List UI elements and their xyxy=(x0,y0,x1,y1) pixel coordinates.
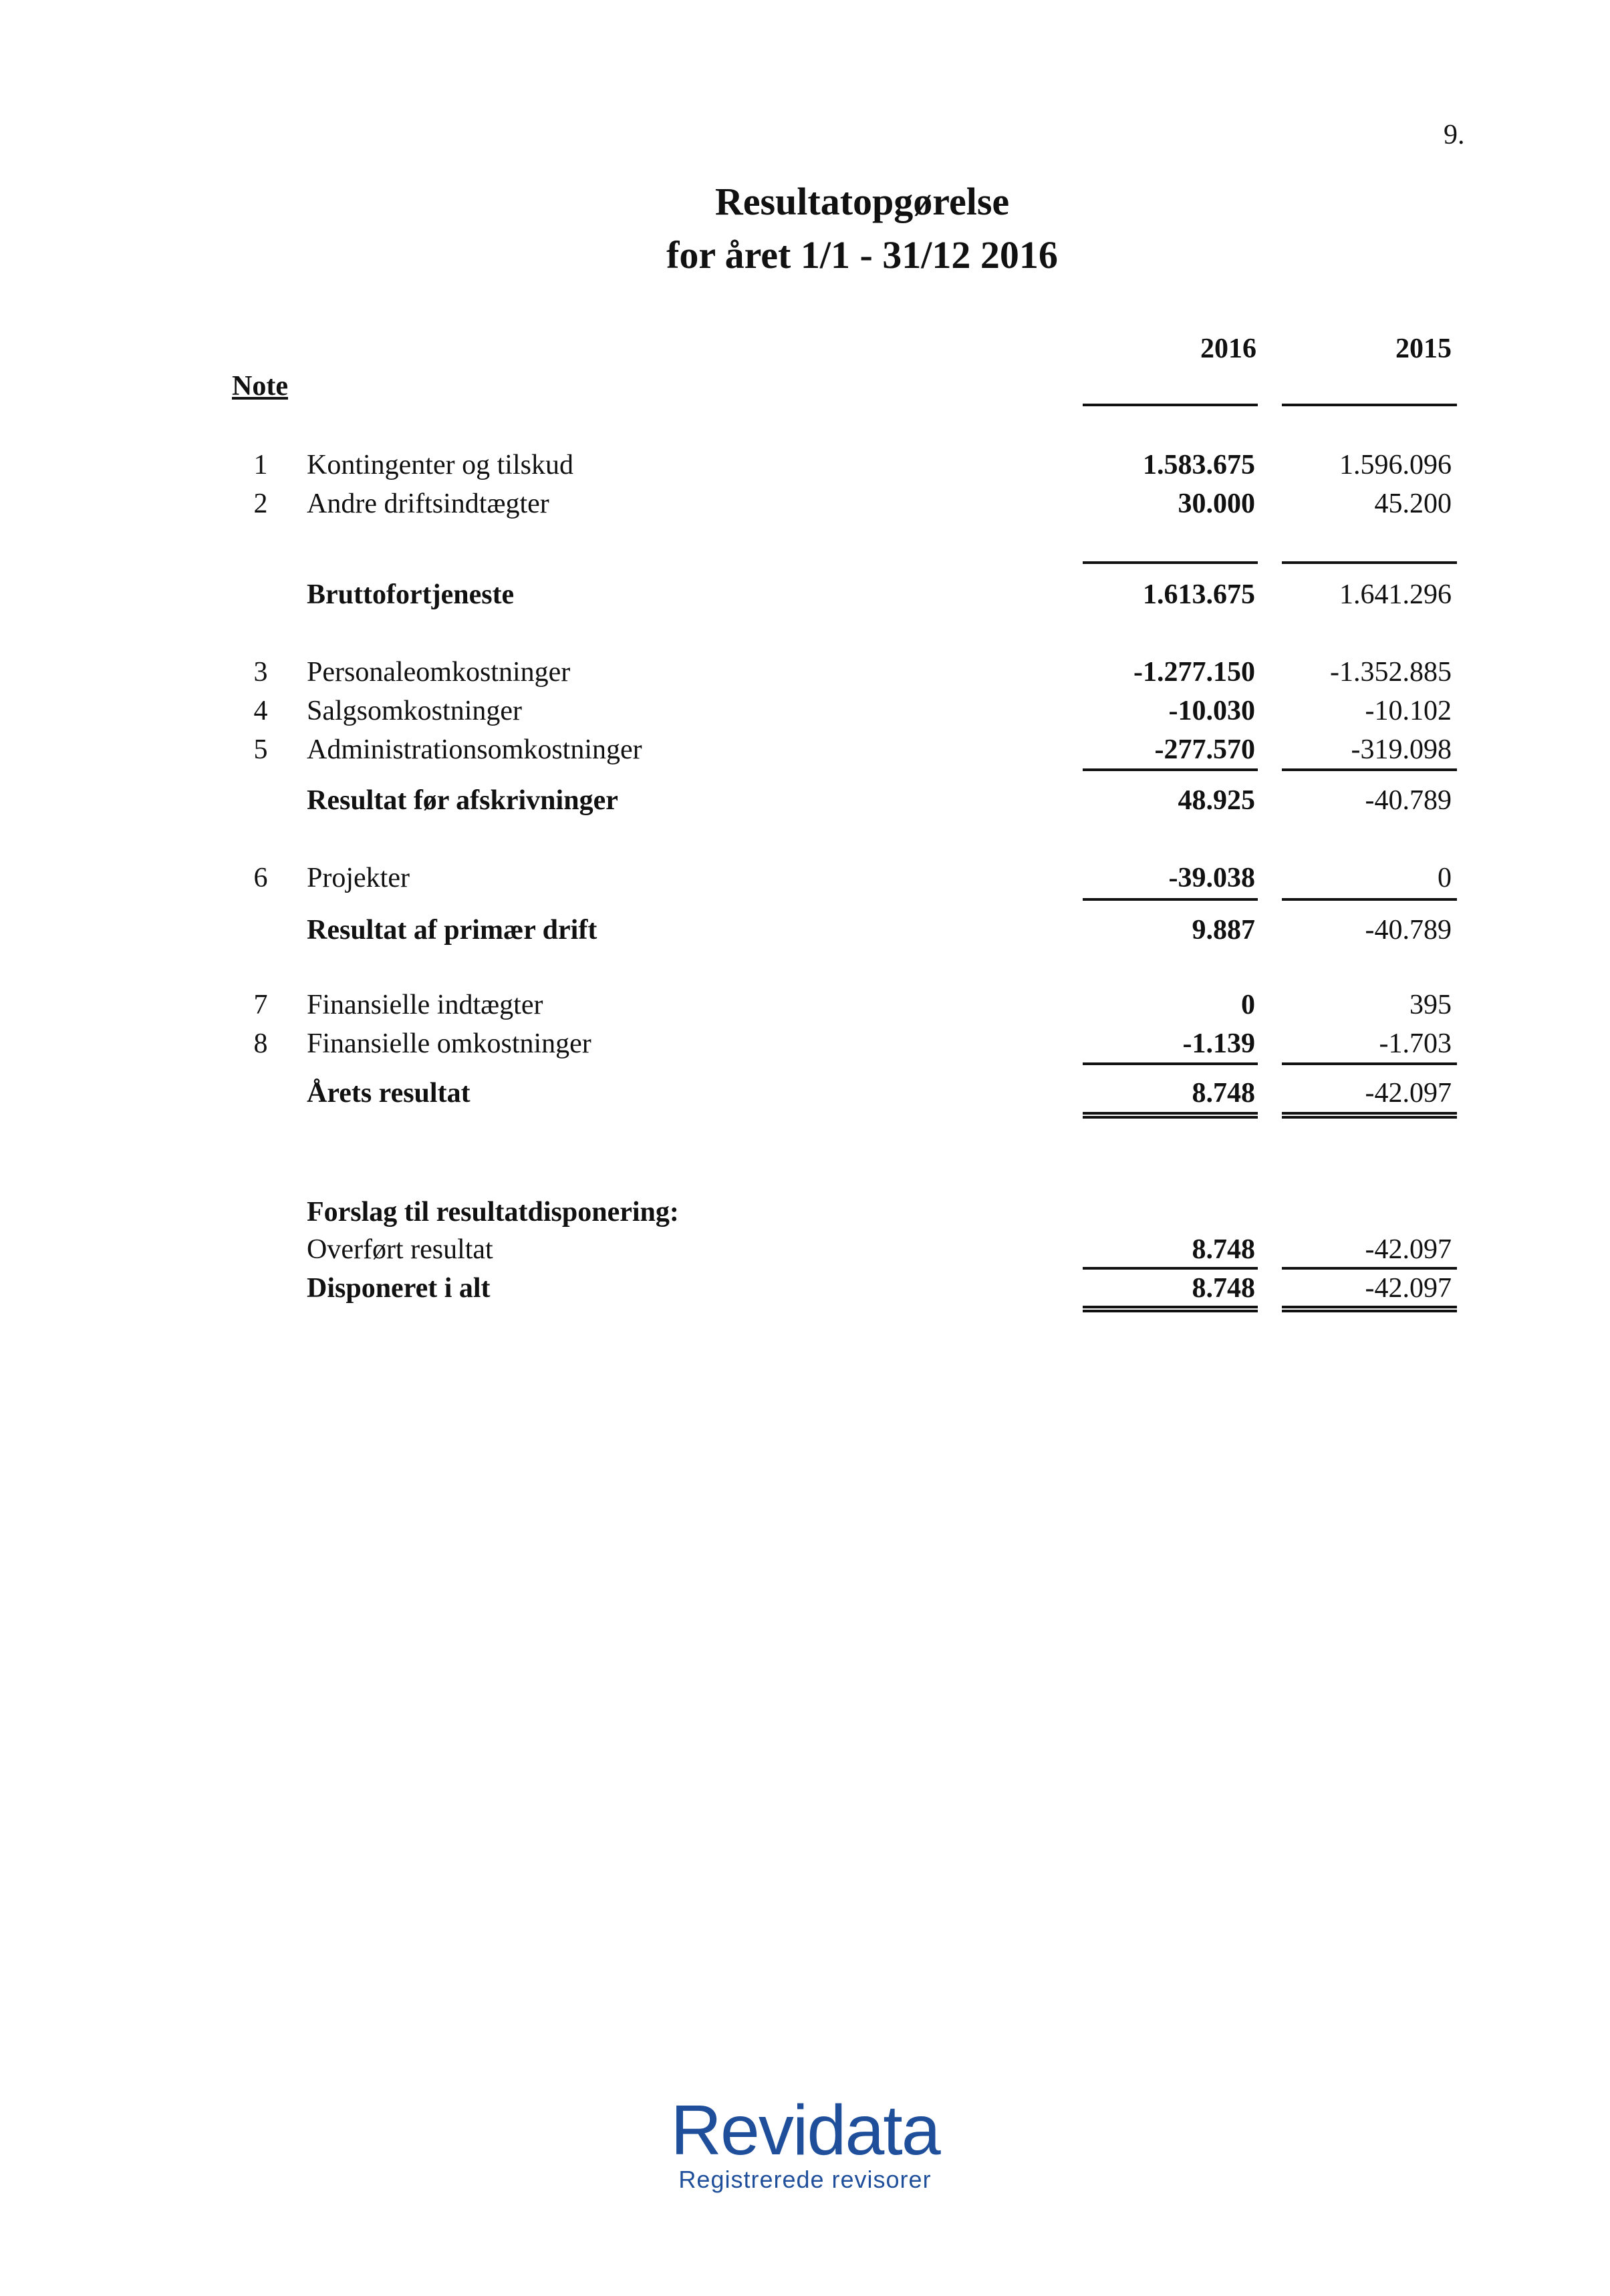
row-label: Årets resultat xyxy=(307,1078,471,1109)
column-header-note: Note xyxy=(232,371,288,402)
page-number: 9. xyxy=(1444,120,1465,150)
value-2015: -1.703 xyxy=(1379,1028,1452,1059)
value-2016: 9.887 xyxy=(1192,915,1255,946)
subtotal-rule-2015 xyxy=(1282,1267,1457,1270)
row-label: Andre driftsindtægter xyxy=(307,488,549,519)
table-row xyxy=(0,449,1610,482)
value-2016: 8.748 xyxy=(1192,1273,1255,1304)
subtotal-rule-2015 xyxy=(1282,561,1457,564)
total-row xyxy=(0,1272,1610,1306)
value-2016: 1.583.675 xyxy=(1143,450,1255,480)
revidata-logo xyxy=(0,2090,1610,2194)
row-label: Projekter xyxy=(307,863,410,893)
value-2015: -10.102 xyxy=(1365,696,1452,726)
subtotal-rule-2015 xyxy=(1282,1062,1457,1065)
value-2016: 48.925 xyxy=(1178,785,1255,816)
value-2015: -42.097 xyxy=(1365,1273,1452,1304)
value-2015: -1.352.885 xyxy=(1330,657,1452,688)
value-2016: -10.030 xyxy=(1168,696,1255,726)
header-rule-2016 xyxy=(1083,404,1258,406)
row-label: Administrationsomkostninger xyxy=(307,734,642,765)
table-row xyxy=(0,734,1610,767)
note-number: 2 xyxy=(253,488,268,519)
value-2015: 45.200 xyxy=(1374,488,1452,519)
total-row xyxy=(0,1077,1610,1111)
row-label: Kontingenter og tilskud xyxy=(307,450,573,480)
value-2015: -42.097 xyxy=(1365,1234,1452,1265)
note-number: 4 xyxy=(253,696,268,726)
value-2015: 1.641.296 xyxy=(1339,579,1452,610)
total-double-rule-2016 xyxy=(1083,1306,1258,1312)
note-number: 1 xyxy=(253,450,268,480)
subtotal-row xyxy=(0,784,1610,818)
value-2015: -40.789 xyxy=(1365,915,1452,946)
value-2016: 0 xyxy=(1241,990,1255,1020)
disposition-heading: Forslag til resultatdisponering: xyxy=(307,1197,679,1228)
column-header-2015: 2015 xyxy=(1395,333,1452,364)
table-row xyxy=(0,695,1610,728)
row-label: Resultat før afskrivninger xyxy=(307,785,618,816)
note-number: 6 xyxy=(253,863,268,893)
note-number: 7 xyxy=(253,990,268,1020)
subtotal-rule-2015 xyxy=(1282,768,1457,771)
value-2015: -40.789 xyxy=(1365,785,1452,816)
table-row xyxy=(0,989,1610,1022)
total-double-rule-2015 xyxy=(1282,1112,1457,1119)
subtotal-rule-2016 xyxy=(1083,1062,1258,1065)
subtotal-rule-2016 xyxy=(1083,1267,1258,1270)
row-label: Finansielle indtægter xyxy=(307,990,543,1020)
logo-brand: Revidata xyxy=(670,2091,940,2170)
table-row xyxy=(0,1028,1610,1061)
document-subtitle: for året 1/1 - 31/12 2016 xyxy=(666,233,1058,277)
value-2015: 1.596.096 xyxy=(1339,450,1452,480)
logo-tagline: Registrerede revisorer xyxy=(678,2166,932,2193)
total-double-rule-2015 xyxy=(1282,1306,1457,1312)
value-2015: 0 xyxy=(1438,863,1452,893)
note-number: 5 xyxy=(253,734,268,765)
subtotal-row xyxy=(0,579,1610,612)
row-label: Bruttofortjeneste xyxy=(307,579,515,610)
table-row xyxy=(0,1234,1610,1267)
row-label: Resultat af primær drift xyxy=(307,915,597,946)
table-row xyxy=(0,862,1610,895)
note-number: 8 xyxy=(253,1028,268,1059)
header-rule-2015 xyxy=(1282,404,1457,406)
value-2016: 8.748 xyxy=(1192,1078,1255,1109)
total-double-rule-2016 xyxy=(1083,1112,1258,1119)
value-2016: 30.000 xyxy=(1178,488,1255,519)
row-label: Personaleomkostninger xyxy=(307,657,571,688)
note-number: 3 xyxy=(253,657,268,688)
table-row xyxy=(0,656,1610,690)
row-label: Salgsomkostninger xyxy=(307,696,522,726)
subtotal-row xyxy=(0,914,1610,948)
value-2016: 1.613.675 xyxy=(1143,579,1255,610)
subtotal-rule-2015 xyxy=(1282,898,1457,901)
value-2015: 395 xyxy=(1410,990,1452,1020)
value-2016: 8.748 xyxy=(1192,1234,1255,1265)
subtotal-rule-2016 xyxy=(1083,768,1258,771)
value-2016: -277.570 xyxy=(1154,734,1255,765)
value-2016: -1.139 xyxy=(1182,1028,1255,1059)
row-label: Overført resultat xyxy=(307,1234,493,1265)
value-2016: -39.038 xyxy=(1168,863,1255,893)
document-title: Resultatopgørelse xyxy=(714,180,1010,223)
row-label: Disponeret i alt xyxy=(307,1273,491,1304)
subtotal-rule-2016 xyxy=(1083,561,1258,564)
column-header-2016: 2016 xyxy=(1200,333,1256,364)
table-row xyxy=(0,488,1610,521)
value-2015: -42.097 xyxy=(1365,1078,1452,1109)
value-2016: -1.277.150 xyxy=(1133,657,1255,688)
value-2015: -319.098 xyxy=(1351,734,1452,765)
disposition-heading-row xyxy=(0,1196,1610,1230)
subtotal-rule-2016 xyxy=(1083,898,1258,901)
row-label: Finansielle omkostninger xyxy=(307,1028,591,1059)
